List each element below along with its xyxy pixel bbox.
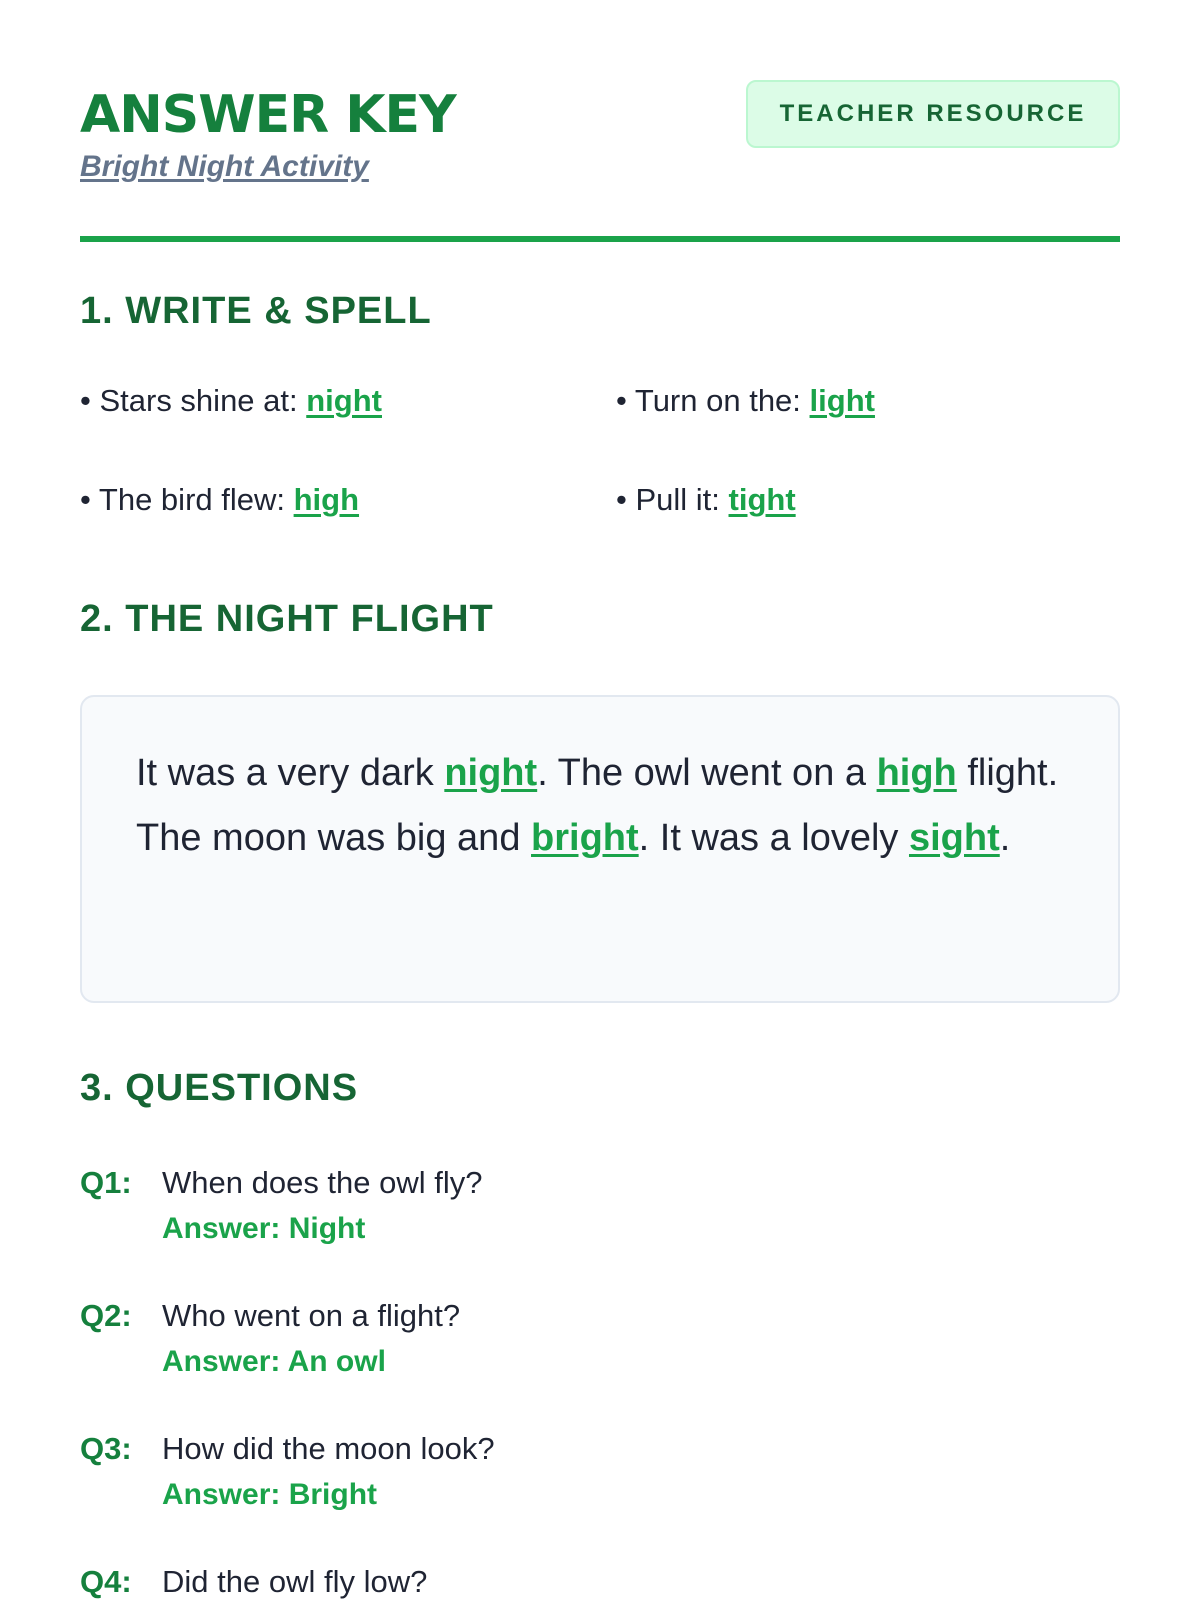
spell-answer: light xyxy=(809,383,875,418)
story-text: flight. The moon was big and xyxy=(136,752,1059,859)
spell-item xyxy=(80,482,359,518)
spell-item xyxy=(616,482,796,518)
question-text: When does the owl fly? xyxy=(162,1165,483,1200)
story-answer: night xyxy=(444,752,538,794)
teacher-resource-badge: TEACHER RESOURCE xyxy=(746,80,1120,148)
story-answer: bright xyxy=(531,817,639,859)
question-answer: Answer: Night xyxy=(162,1212,366,1245)
page-subtitle: Bright Night Activity xyxy=(80,150,369,183)
story-answer: high xyxy=(876,752,957,794)
question-text: Did the owl fly low? xyxy=(162,1564,428,1599)
spell-answer: high xyxy=(293,482,360,517)
bullet: • xyxy=(616,383,635,418)
question-answer: Answer: An owl xyxy=(162,1345,386,1378)
question-number: Q4: xyxy=(80,1564,132,1599)
spell-item xyxy=(616,383,875,419)
question-number: Q1: xyxy=(80,1165,132,1200)
spell-prompt: Pull it: xyxy=(635,482,720,517)
story-answer: sight xyxy=(908,817,1000,859)
bullet: • xyxy=(80,482,99,517)
story-text: . The owl went on a xyxy=(537,752,877,794)
story-text: . It was a lovely xyxy=(638,817,909,859)
spell-item xyxy=(80,383,382,419)
story-passage xyxy=(80,695,1120,1003)
section-title-write-spell: 1. WRITE & SPELL xyxy=(80,290,432,332)
spell-prompt: The bird flew: xyxy=(98,482,285,517)
question-text: How did the moon look? xyxy=(162,1431,495,1466)
page-header xyxy=(80,0,1120,242)
spell-answer: night xyxy=(306,383,382,418)
section-title-questions: 3. QUESTIONS xyxy=(80,1067,359,1109)
section-title-night-flight: 2. THE NIGHT FLIGHT xyxy=(80,598,494,640)
answer-key-page xyxy=(80,0,1120,1599)
spell-prompt: Turn on the: xyxy=(634,383,801,418)
spell-prompt: Stars shine at: xyxy=(99,383,298,418)
story-text: . xyxy=(999,817,1011,859)
story-text: It was a very dark xyxy=(136,752,445,794)
page-title: ANSWER KEY xyxy=(80,85,456,145)
bullet: • xyxy=(80,383,100,418)
question-text: Who went on a flight? xyxy=(162,1298,461,1333)
question-answer: Answer: Bright xyxy=(162,1478,378,1511)
question-number: Q3: xyxy=(80,1431,132,1466)
spell-answer: tight xyxy=(728,482,796,517)
bullet: • xyxy=(616,482,636,517)
question-number: Q2: xyxy=(80,1298,132,1333)
